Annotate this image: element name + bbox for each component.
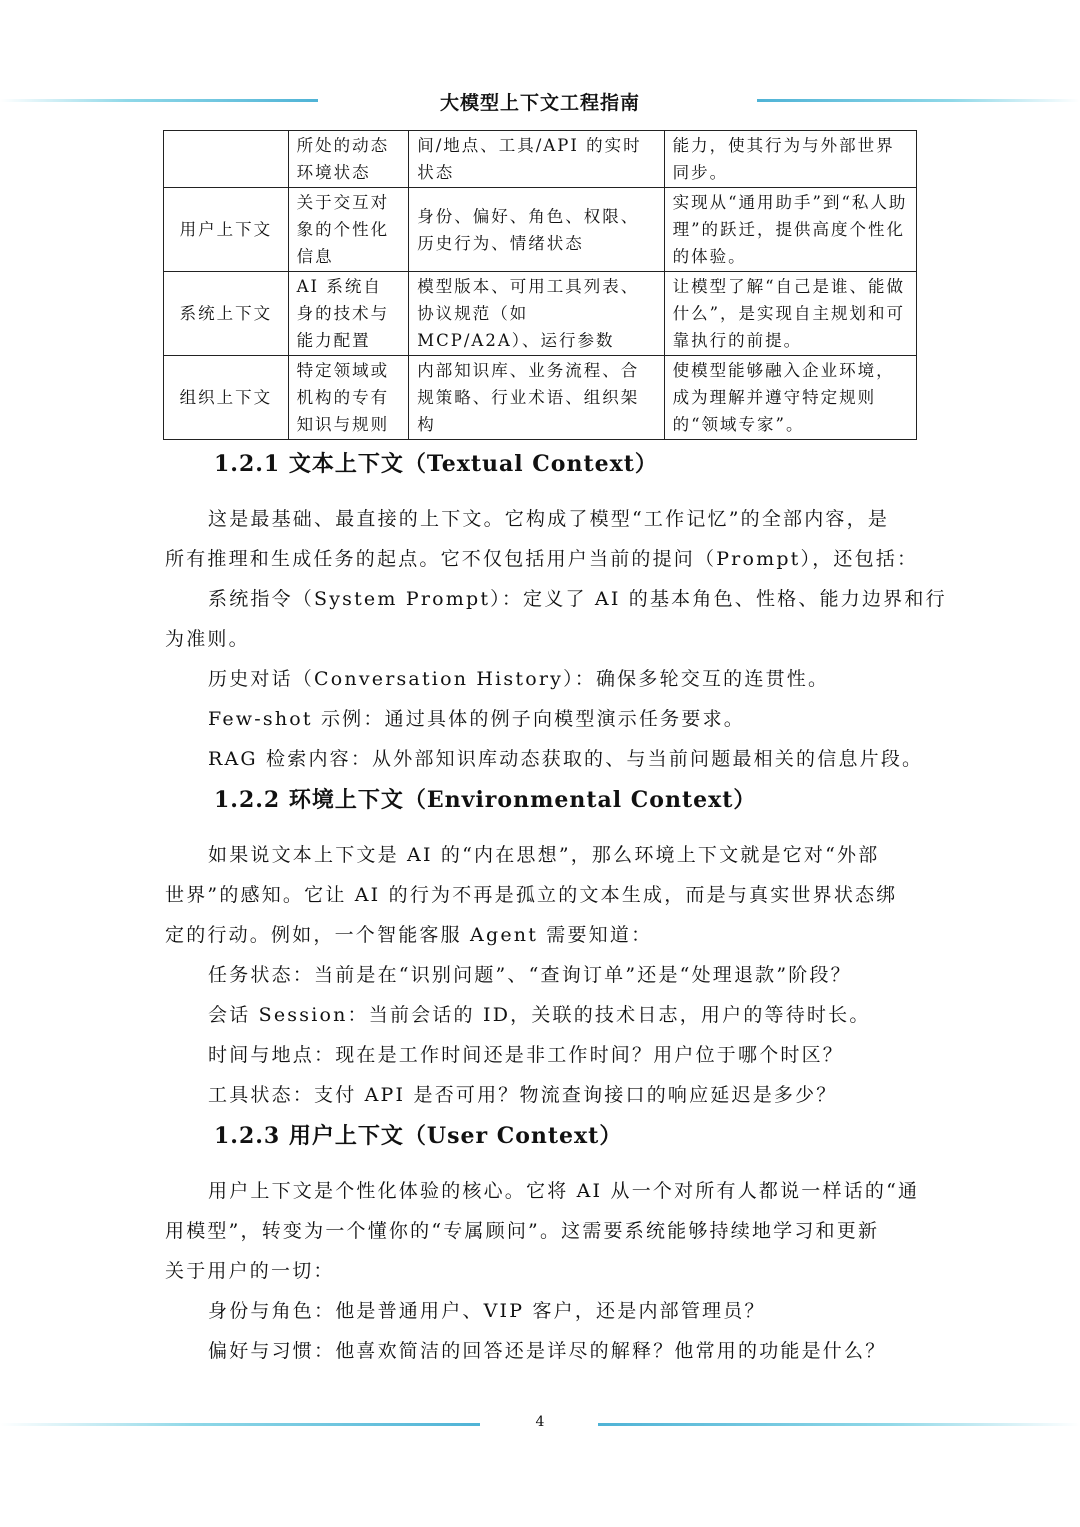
context-types-table <box>163 130 917 440</box>
paragraph-line: 身份与角色：他是普通用户、VIP 客户，还是内部管理员？ <box>208 1300 766 1322</box>
table-cell: 系统上下文 <box>164 272 289 356</box>
paragraph-line: 会话 Session：当前会话的 ID，关联的技术日志，用户的等待时长。 <box>208 1004 871 1026</box>
section-heading-environmental: 1.2.2 环境上下文（Environmental Context） <box>214 787 757 813</box>
paragraph-line: RAG 检索内容：从外部知识库动态获取的、与当前问题最相关的信息片段。 <box>208 748 924 770</box>
paragraph-line: 所有推理和生成任务的起点。它不仅包括用户当前的提问（Prompt），还包括： <box>165 548 919 570</box>
table-cell <box>164 131 289 188</box>
table-cell: 特定领域或机构的专有知识与规则 <box>288 356 409 440</box>
paragraph-line: 工具状态：支付 API 是否可用？物流查询接口的响应延迟是多少？ <box>208 1084 838 1106</box>
paragraph-line: 用户上下文是个性化体验的核心。它将 AI 从一个对所有人都说一样话的“通 <box>208 1180 920 1202</box>
paragraph-line: 关于用户的一切： <box>165 1260 335 1282</box>
table-cell: 能力，使其行为与外部世界同步。 <box>664 131 916 188</box>
table-cell: 组织上下文 <box>164 356 289 440</box>
table-cell: AI 系统自身的技术与能力配置 <box>288 272 409 356</box>
table-cell: 让模型了解“自己是谁、能做什么”，是实现自主规划和可靠执行的前提。 <box>664 272 916 356</box>
paragraph-line: Few-shot 示例：通过具体的例子向模型演示任务要求。 <box>208 708 745 730</box>
paragraph-line: 时间与地点：现在是工作时间还是非工作时间？用户位于哪个时区？ <box>208 1044 845 1066</box>
table-cell: 用户上下文 <box>164 188 289 272</box>
paragraph-line: 如果说文本上下文是 AI 的“内在思想”，那么环境上下文就是它对“外部 <box>208 844 880 866</box>
paragraph-line: 任务状态：当前是在“识别问题”、“查询订单”还是“处理退款”阶段？ <box>208 964 852 986</box>
paragraph-line: 系统指令（System Prompt）：定义了 AI 的基本角色、性格、能力边界和行 <box>208 588 947 610</box>
table-cell: 内部知识库、业务流程、合规策略、行业术语、组织架构 <box>409 356 664 440</box>
paragraph-line: 定的行动。例如，一个智能客服 Agent 需要知道： <box>165 924 653 946</box>
page-header-title: 大模型上下文工程指南 <box>439 92 640 114</box>
paragraph-line: 历史对话（Conversation History）：确保多轮交互的连贯性。 <box>208 668 830 690</box>
table-cell: 间/地点、工具/API 的实时状态 <box>409 131 664 188</box>
paragraph-line: 为准则。 <box>165 628 250 650</box>
header-rule-right <box>757 99 1080 102</box>
table-cell: 所处的动态环境状态 <box>288 131 409 188</box>
table-cell: 关于交互对象的个性化信息 <box>288 188 409 272</box>
table-cell: 身份、偏好、角色、权限、历史行为、情绪状态 <box>409 188 664 272</box>
page-number: 4 <box>535 1414 545 1430</box>
table-cell: 模型版本、可用工具列表、协议规范（如 MCP/A2A）、运行参数 <box>409 272 664 356</box>
table-cell: 实现从“通用助手”到“私人助理”的跃迁，提供高度个性化的体验。 <box>664 188 916 272</box>
paragraph-line: 偏好与习惯：他喜欢简洁的回答还是详尽的解释？他常用的功能是什么？ <box>208 1340 887 1362</box>
footer-rule-right <box>598 1423 1080 1426</box>
table-row <box>164 131 917 188</box>
table-row <box>164 272 917 356</box>
section-heading-user: 1.2.3 用户上下文（User Context） <box>214 1123 623 1149</box>
section-heading-textual: 1.2.1 文本上下文（Textual Context） <box>214 451 658 477</box>
paragraph-line: 用模型”，转变为一个懂你的“专属顾问”。这需要系统能够持续地学习和更新 <box>165 1220 880 1242</box>
table-cell: 使模型能够融入企业环境，成为理解并遵守特定规则的“领域专家”。 <box>664 356 916 440</box>
table-row <box>164 356 917 440</box>
paragraph-line: 世界”的感知。它让 AI 的行为不再是孤立的文本生成，而是与真实世界状态绑 <box>165 884 898 906</box>
table-row <box>164 188 917 272</box>
paragraph-line: 这是最基础、最直接的上下文。它构成了模型“工作记忆”的全部内容，是 <box>208 508 890 530</box>
